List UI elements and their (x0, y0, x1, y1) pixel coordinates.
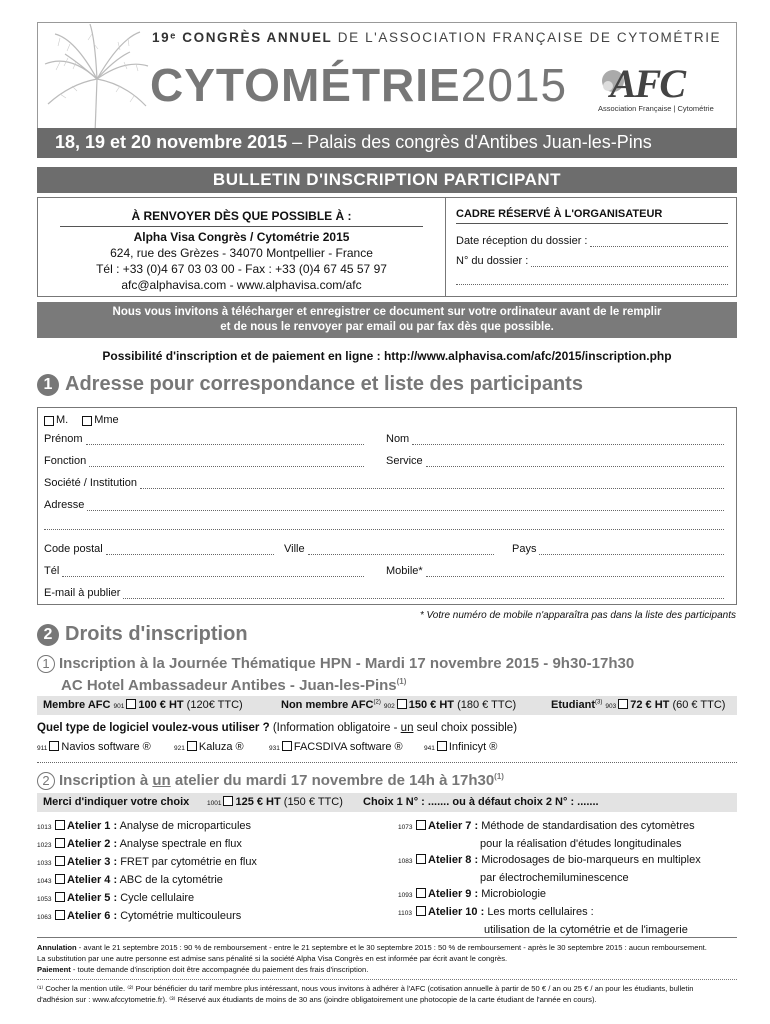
function-label: Fonction (44, 455, 87, 467)
phone-field[interactable] (62, 568, 364, 577)
return-phone: Tél : +33 (0)4 67 03 03 00 - Fax : +33 (0)4 67 45 57 97 (96, 262, 387, 276)
software-infinicyt-checkbox[interactable] (437, 741, 447, 751)
email-field[interactable] (123, 590, 724, 599)
atelier-8-checkbox[interactable] (416, 854, 426, 864)
organiser-heading: CADRE RÉSERVÉ À L'ORGANISATEUR (456, 208, 728, 224)
title-mrs-checkbox[interactable] (82, 416, 92, 426)
atelier-7-checkbox[interactable] (416, 820, 426, 830)
file-number-label: N° du dossier : (456, 255, 529, 267)
title-mrs-label: Mme (94, 414, 119, 426)
event-year: 2015 (460, 59, 568, 111)
service-field[interactable] (426, 458, 724, 467)
event-title: CYTOMÉTRIE2015 (150, 59, 568, 111)
participant-form (37, 407, 737, 605)
atelier-6-checkbox[interactable] (55, 910, 65, 920)
atelier-item: 1023 Atelier 2 : Analyse spectrale en flux (37, 838, 242, 850)
firstname-field[interactable] (86, 436, 364, 445)
event-dates-band: 18, 19 et 20 novembre 2015 – Palais des congrès d'Antibes Juan-les-Pins (37, 128, 737, 158)
atelier-9-checkbox[interactable] (416, 888, 426, 898)
afc-logo-letters: AFC (610, 61, 685, 106)
function-field[interactable] (89, 458, 364, 467)
return-web[interactable]: afc@alphavisa.com - www.alphavisa.com/afc (121, 278, 362, 292)
atelier-item: 1063 Atelier 6 : Cytométrie multicouleurs (37, 910, 242, 922)
software-kaluza-checkbox[interactable] (187, 741, 197, 751)
atelier-8-desc-cont: par électrochemiluminescence (480, 872, 629, 884)
atelier-list-left (37, 818, 257, 926)
section-1-title: 1 Adresse pour correspondance et liste des participants (37, 373, 583, 396)
address-box (37, 197, 737, 297)
lastname-field[interactable] (412, 436, 724, 445)
file-number-field[interactable] (531, 257, 728, 267)
non-member-afc-checkbox[interactable] (397, 699, 407, 709)
atelier-list-right (398, 818, 701, 938)
address-field-line2[interactable] (44, 521, 724, 530)
institution-label: Société / Institution (44, 477, 137, 489)
separator (37, 762, 737, 763)
organiser-box (456, 208, 728, 285)
atelier-item: 1103 Atelier 10 : Les morts cellulaires : (398, 906, 594, 918)
afc-logo (598, 60, 718, 118)
country-label: Pays (512, 543, 537, 555)
title-mr-checkbox[interactable] (44, 416, 54, 426)
footer-divider (37, 937, 737, 938)
lastname-label: Nom (386, 433, 410, 445)
mobile-note: * Votre numéro de mobile n'apparaîtra pas dans la liste des participants (419, 610, 736, 621)
postcode-field[interactable] (106, 546, 274, 555)
address-label: Adresse (44, 499, 85, 511)
hpn-registration-title: 1 Inscription à la Journée Thématique HPN - Mardi 17 novembre 2015 - 9h30-17h30 AC Hotel Ambassadeur Antibes - Juan-les-Pins$^{(1)}$ (37, 655, 634, 695)
atelier-item: 1013 Atelier 1 : Analyse de microparticules (37, 820, 252, 832)
software-facsdiva-checkbox[interactable] (282, 741, 292, 751)
mobile-field[interactable] (426, 568, 724, 577)
title-mr-label: M. (56, 414, 69, 426)
online-registration-link[interactable]: Possibilité d'inscription et de paiement en ligne : http://www.alphavisa.com/afc/2015/inscription.php (102, 349, 672, 363)
city-label: Ville (284, 543, 305, 555)
firstname-label: Prénom (44, 433, 83, 445)
atelier-5-checkbox[interactable] (55, 892, 65, 902)
choice-1-field[interactable]: Choix 1 N° : ....... (363, 796, 450, 808)
footnotes: ⁽¹⁾ Cocher la mention utile. ⁽²⁾ Pour bénéficier du tarif membre plus intéressant, nous vous invitons à adhérer à l'AFC (cotisation annuelle à partir de 50 € / an ou 25 € / an pour les étudiants, bulletin d'adhésion sur : www.afccytometrie.fr). ⁽³⁾ Réservé aux étudiants de moins de 30 ans (joindre obligatoirement une photocopie de la carte étudiant de l'année en cours). (37, 984, 694, 1004)
atelier-item: 1093 Atelier 9 : Microbiologie (398, 888, 547, 900)
atelier-10-checkbox[interactable] (416, 906, 426, 916)
atelier-2-checkbox[interactable] (55, 838, 65, 848)
mobile-label: Mobile* (386, 565, 423, 577)
atelier-price-band: Merci d'indiquer votre choix 1001 125 € HT (150 € TTC) Choix 1 N° : ....... ou à défaut choix 2 N° : ....... (37, 793, 737, 812)
atelier-item: 1073 Atelier 7 : Méthode de standardisation des cytomètres (398, 820, 695, 832)
return-org: Alpha Visa Congrès / Cytométrie 2015 (133, 230, 350, 244)
country-field[interactable] (539, 546, 724, 555)
atelier-10-desc-cont: utilisation de la cytométrie et de l'imagerie (484, 924, 688, 936)
postcode-label: Code postal (44, 543, 103, 555)
hpn-price-band: Membre AFC 901 100 € HT (120€ TTC) Non membre AFC$^{(2)}$ 902 150 € HT (180 € TTC) Etudiant$^{(3)}$ 903 72 € HT (60 € TTC) (37, 696, 737, 715)
member-afc-checkbox[interactable] (126, 699, 136, 709)
afc-logo-subtitle: Association Française | Cytométrie (598, 104, 714, 113)
address-field[interactable] (87, 502, 724, 511)
phone-label: Tél (44, 565, 60, 577)
return-heading: À RENVOYER DÈS QUE POSSIBLE À : (131, 209, 352, 223)
student-checkbox[interactable] (618, 699, 628, 709)
reception-date-label: Date réception du dossier : (456, 235, 588, 247)
choice-2-field[interactable]: ou à défaut choix 2 N° : ....... (452, 796, 599, 808)
footer-divider-2 (37, 979, 737, 980)
atelier-item: 1033 Atelier 3 : FRET par cytométrie en flux (37, 856, 257, 868)
institution-field[interactable] (140, 480, 724, 489)
reception-date-field[interactable] (590, 237, 728, 247)
atelier-3-checkbox[interactable] (55, 856, 65, 866)
atelier-1-checkbox[interactable] (55, 820, 65, 830)
service-label: Service (386, 455, 423, 467)
return-street: 624, rue des Grèzes - 34070 Montpellier - France (110, 246, 373, 260)
atelier-price-checkbox[interactable] (223, 796, 233, 806)
atelier-item: 1083 Atelier 8 : Microdosages de bio-marqueurs en multiplex (398, 854, 701, 866)
email-label: E-mail à publier (44, 587, 121, 599)
palm-tree-illustration (40, 24, 150, 134)
software-question: Quel type de logiciel voulez-vous utiliser ? (Information obligatoire - un seul choix possible) (37, 722, 518, 734)
atelier-item: 1053 Atelier 5 : Cycle cellulaire (37, 892, 195, 904)
organiser-extra-field[interactable] (456, 275, 728, 285)
atelier-7-desc-cont: pour la réalisation d'études longitudinales (480, 838, 682, 850)
congress-subtitle: 19ᵉ CONGRÈS ANNUEL DE L'ASSOCIATION FRANÇAISE DE CYTOMÉTRIE (152, 30, 722, 45)
bulletin-title: BULLETIN D'INSCRIPTION PARTICIPANT (37, 167, 737, 193)
atelier-item: 1043 Atelier 4 : ABC de la cytométrie (37, 874, 223, 886)
software-navios-checkbox[interactable] (49, 741, 59, 751)
cancellation-terms: Annulation - avant le 21 septembre 2015 : 90 % de remboursement - entre le 21 septembre et le 30 septembre 2015 : 50 % de remboursement - après le 30 septembre 2015 : aucun remboursement. La substitution par une autre personne est admise sans pénalité si la société Alpha Visa Congrès en est informée par écrit avant le congrès. Paiement - toute demande d'inscription doit être accompagnée du paiement des frais d'inscription. (37, 943, 707, 974)
download-notice: Nous vous invitons à télécharger et enregistrer ce document sur votre ordinateur avant de le remplir et de nous le renvoyer par email ou par fax dès que possible. (37, 302, 737, 338)
return-address (38, 198, 445, 296)
section-2-title: 2 Droits d'inscription (37, 623, 248, 646)
atelier-4-checkbox[interactable] (55, 874, 65, 884)
atelier-registration-title: 2 Inscription à un atelier du mardi 17 novembre de 14h à 17h30$^{(1)}$ (37, 768, 504, 790)
city-field[interactable] (308, 546, 494, 555)
